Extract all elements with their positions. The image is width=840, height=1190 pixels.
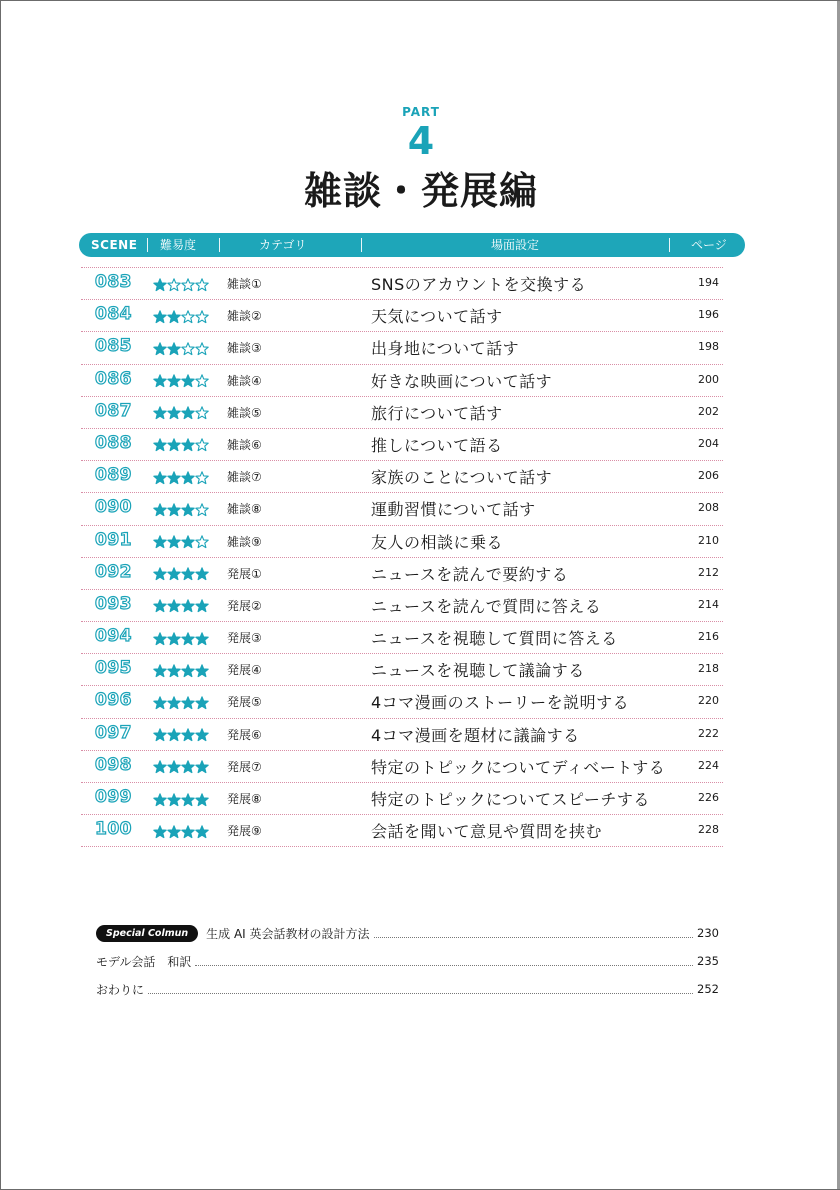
scene-number: 090	[95, 497, 132, 518]
dot-leader	[195, 965, 693, 966]
page-number: 224	[698, 758, 719, 772]
category-label: 雑談⑦	[227, 470, 262, 485]
toc-row[interactable]	[81, 429, 723, 461]
page-number: 218	[698, 662, 719, 676]
header-setting: 場面設定	[491, 238, 540, 252]
scene-title: 会話を聞いて意見や質問を挟む	[371, 822, 603, 842]
category-label: 雑談⑨	[227, 534, 262, 549]
difficulty-stars-icon	[153, 499, 209, 517]
toc-row[interactable]	[81, 558, 723, 590]
header-divider	[219, 238, 220, 252]
extra-entry-page: 252	[697, 982, 719, 996]
header-category: カテゴリ	[259, 238, 307, 252]
toc-row[interactable]	[81, 493, 723, 525]
extra-entry-page: 235	[697, 954, 719, 968]
toc-row[interactable]	[81, 815, 723, 847]
header-difficulty: 難易度	[160, 238, 197, 252]
toc-row[interactable]	[81, 654, 723, 686]
part-label: PART	[402, 105, 440, 119]
toc-table	[81, 267, 723, 847]
category-label: 雑談①	[227, 277, 262, 291]
table-header	[79, 233, 745, 257]
scene-number: 083	[95, 272, 132, 292]
difficulty-stars-icon	[153, 338, 209, 356]
toc-row[interactable]	[81, 397, 723, 429]
toc-row[interactable]	[81, 300, 723, 332]
category-label: 発展③	[227, 631, 262, 646]
dot-leader	[148, 993, 693, 994]
scene-number: 099	[95, 787, 132, 807]
scene-number: 095	[95, 658, 132, 679]
page-number: 212	[698, 565, 719, 579]
toc-row[interactable]	[81, 590, 723, 622]
page-number: 208	[698, 501, 719, 515]
scene-number: 092	[95, 561, 132, 582]
toc-row[interactable]	[81, 719, 723, 751]
scene-title: SNSのアカウントを交換する	[371, 275, 587, 294]
category-label: 発展⑤	[227, 695, 262, 710]
toc-row[interactable]	[81, 686, 723, 718]
page-number: 226	[698, 791, 719, 804]
scene-title: ニュースを視聴して議論する	[371, 661, 585, 681]
category-label: 発展④	[227, 663, 262, 678]
scene-title: 4コマ漫画のストーリーを説明する	[371, 693, 630, 713]
scene-number: 098	[95, 754, 132, 775]
page-number: 200	[698, 372, 719, 386]
special-column-badge: Special Colmun	[96, 925, 198, 942]
scene-number: 093	[95, 593, 132, 614]
page-number: 204	[698, 436, 719, 450]
difficulty-stars-icon	[153, 532, 209, 550]
difficulty-stars-icon	[153, 306, 209, 324]
scene-number: 087	[95, 400, 132, 421]
scene-title: 4コマ漫画を題材に議論する	[371, 725, 580, 745]
scene-title: ニュースを視聴して質問に答える	[371, 629, 618, 649]
part-title: 雑談・発展編	[303, 169, 538, 213]
scene-title: 特定のトピックについてディベートする	[371, 757, 666, 777]
difficulty-stars-icon	[153, 403, 209, 421]
scene-title: 家族のことについて話す	[371, 468, 553, 488]
difficulty-stars-icon	[153, 564, 209, 582]
difficulty-stars-icon	[153, 821, 209, 839]
extra-entries	[96, 919, 719, 1003]
header-page: ページ	[691, 238, 727, 252]
category-label: 雑談③	[227, 341, 262, 356]
category-label: 雑談⑤	[227, 405, 262, 420]
category-label: 雑談②	[227, 309, 262, 324]
page-number: 196	[698, 308, 719, 322]
extra-entry[interactable]	[96, 919, 719, 947]
toc-row[interactable]	[81, 461, 723, 493]
difficulty-stars-icon	[153, 371, 209, 389]
extra-entry-label: おわりに	[96, 982, 145, 997]
category-label: 雑談⑥	[227, 437, 262, 452]
difficulty-stars-icon	[153, 789, 209, 807]
difficulty-stars-icon	[153, 596, 209, 614]
scene-number: 096	[95, 690, 132, 711]
toc-row[interactable]	[81, 622, 723, 654]
difficulty-stars-icon	[153, 725, 209, 743]
scene-number: 089	[95, 465, 132, 486]
category-label: 発展②	[227, 598, 262, 613]
scene-number: 085	[95, 336, 132, 357]
scene-title: 友人の相談に乗る	[371, 532, 504, 552]
scene-title: 天気について話す	[371, 307, 503, 327]
difficulty-stars-icon	[153, 467, 209, 485]
category-label: 発展⑨	[227, 824, 262, 839]
scene-number: 097	[95, 722, 132, 743]
category-label: 発展⑦	[227, 759, 262, 774]
toc-row[interactable]	[81, 365, 723, 397]
page-number: 210	[698, 533, 719, 547]
page-number: 228	[698, 823, 719, 837]
header-divider	[669, 238, 670, 252]
toc-row[interactable]	[81, 267, 723, 300]
dot-leader	[374, 937, 694, 938]
category-label: 発展①	[227, 566, 262, 581]
page-number: 194	[698, 276, 719, 289]
page-number: 216	[698, 630, 719, 644]
header-divider	[361, 238, 362, 252]
scene-title: ニュースを読んで質問に答える	[371, 596, 602, 616]
category-label: 雑談⑧	[227, 502, 262, 517]
difficulty-stars-icon	[153, 628, 209, 646]
toc-row[interactable]	[81, 751, 723, 783]
page-number: 198	[698, 340, 719, 354]
scene-title: 好きな映画について話す	[371, 371, 553, 391]
header-scene: SCENE	[91, 238, 138, 252]
extra-entry[interactable]	[96, 975, 719, 1003]
page-number: 220	[698, 694, 719, 708]
scene-number: 084	[95, 304, 132, 325]
extra-entry[interactable]	[96, 947, 719, 975]
part-number: 4	[407, 119, 435, 163]
scene-number: 088	[95, 432, 132, 453]
scene-number: 100	[95, 819, 132, 840]
extra-entry-label: 生成 AI 英会話教材の設計方法	[206, 926, 370, 941]
difficulty-stars-icon	[153, 435, 209, 453]
scene-title: 推しについて語る	[371, 435, 503, 455]
extra-entry-page: 230	[697, 926, 719, 940]
scene-title: ニュースを読んで要約する	[371, 564, 569, 584]
category-label: 発展⑥	[227, 727, 262, 742]
toc-row[interactable]	[81, 783, 723, 815]
difficulty-stars-icon	[153, 274, 209, 292]
toc-row[interactable]	[81, 332, 723, 364]
scene-title: 出身地について話す	[371, 339, 520, 359]
page-number: 222	[698, 726, 719, 740]
scene-number: 086	[95, 368, 132, 389]
header-divider	[147, 238, 148, 252]
scene-title: 運動習慣について話す	[371, 500, 536, 520]
category-label: 雑談④	[227, 373, 262, 388]
scene-title: 旅行について話す	[371, 403, 503, 423]
toc-row[interactable]	[81, 526, 723, 558]
page-number: 214	[698, 597, 719, 611]
scene-number: 094	[95, 626, 132, 647]
difficulty-stars-icon	[153, 660, 209, 678]
category-label: 発展⑧	[227, 792, 262, 806]
difficulty-stars-icon	[153, 692, 209, 710]
page-number: 202	[698, 404, 719, 418]
extra-entry-label: モデル会話 和訳	[96, 954, 192, 969]
scene-title: 特定のトピックについてスピーチする	[371, 790, 650, 809]
page-number: 206	[698, 469, 719, 483]
scene-number: 091	[95, 529, 132, 550]
difficulty-stars-icon	[153, 757, 209, 775]
